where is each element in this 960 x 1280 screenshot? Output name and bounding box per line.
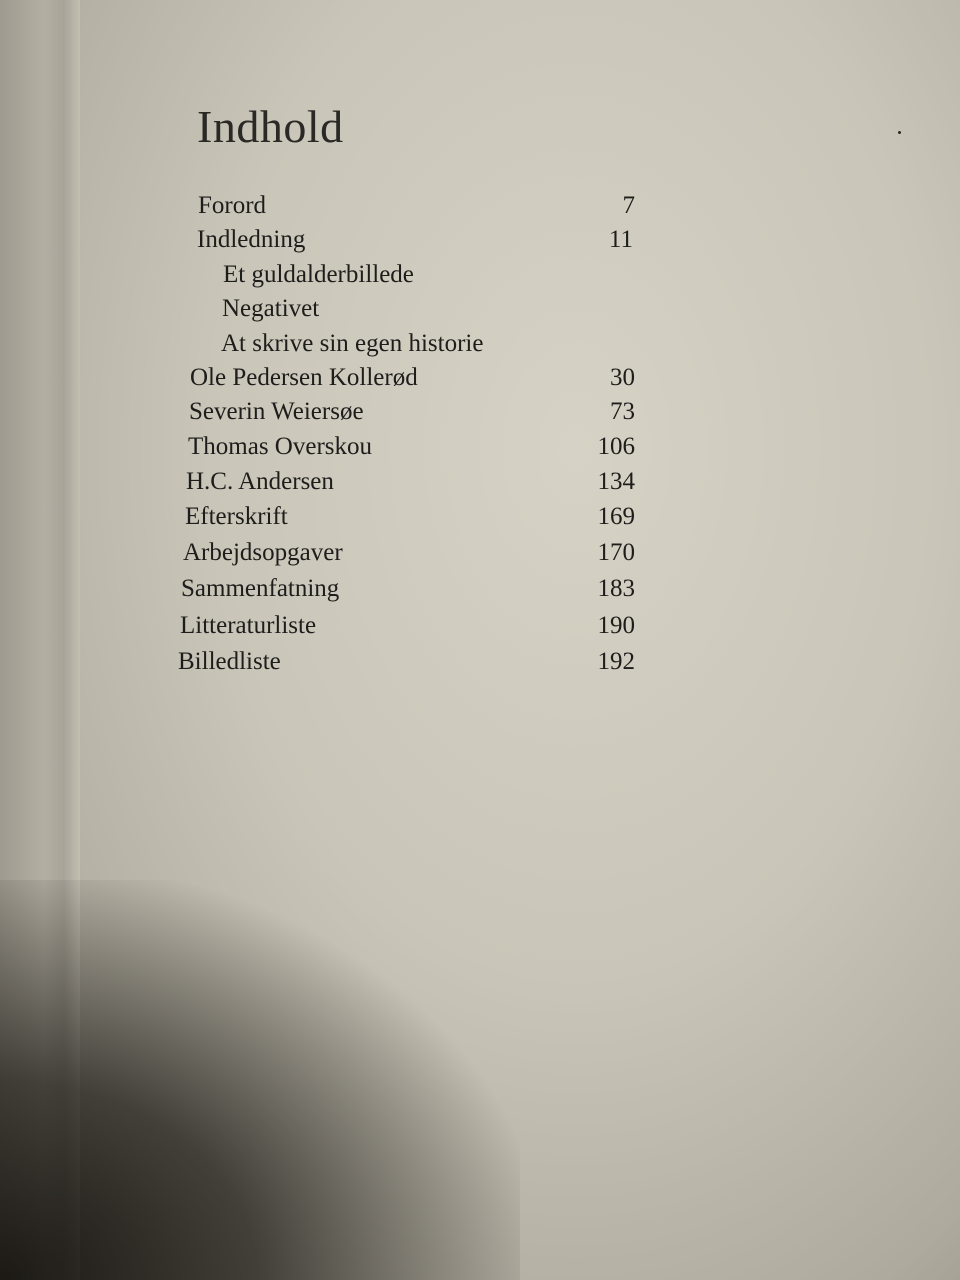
toc-entry-label: Efterskrift <box>185 503 288 530</box>
toc-entry-page: 106 <box>597 433 635 460</box>
toc-entry-page: 192 <box>597 648 635 675</box>
toc-entry-label: Billedliste <box>178 648 281 675</box>
hand-shadow <box>0 880 520 1280</box>
toc-entry-page: 7 <box>622 192 635 219</box>
toc-subentry-label: At skrive sin egen historie <box>221 330 484 357</box>
toc-entry-label: Severin Weiersøe <box>189 398 364 425</box>
toc-entry-label: Litteraturliste <box>180 612 317 639</box>
toc-entry-label: Indledning <box>197 226 306 253</box>
toc-entry-page: 170 <box>597 539 635 566</box>
page-title: Indhold <box>197 101 344 152</box>
toc-entry-page: 73 <box>610 398 635 425</box>
toc-subentry-label: Et guldalderbillede <box>223 261 414 288</box>
toc-entry-page: 190 <box>597 612 635 639</box>
toc-entry-label: Arbejdsopgaver <box>183 539 343 566</box>
toc-entry-label: Thomas Overskou <box>188 433 372 460</box>
toc-entry-label: Sammenfatning <box>181 575 340 602</box>
toc-entry-label: Forord <box>198 192 267 219</box>
toc-entry-page: 30 <box>610 364 635 391</box>
toc-entry-page: 11 <box>608 226 633 253</box>
toc-entry-page: 183 <box>597 575 635 602</box>
toc-entry-label: H.C. Andersen <box>186 468 334 495</box>
toc-entry-page: 134 <box>597 468 635 495</box>
toc-entry-label: Ole Pedersen Kollerød <box>190 364 418 391</box>
ink-speck <box>898 131 901 134</box>
toc-subentry-label: Negativet <box>222 295 320 322</box>
toc-entry-page: 169 <box>597 503 635 530</box>
